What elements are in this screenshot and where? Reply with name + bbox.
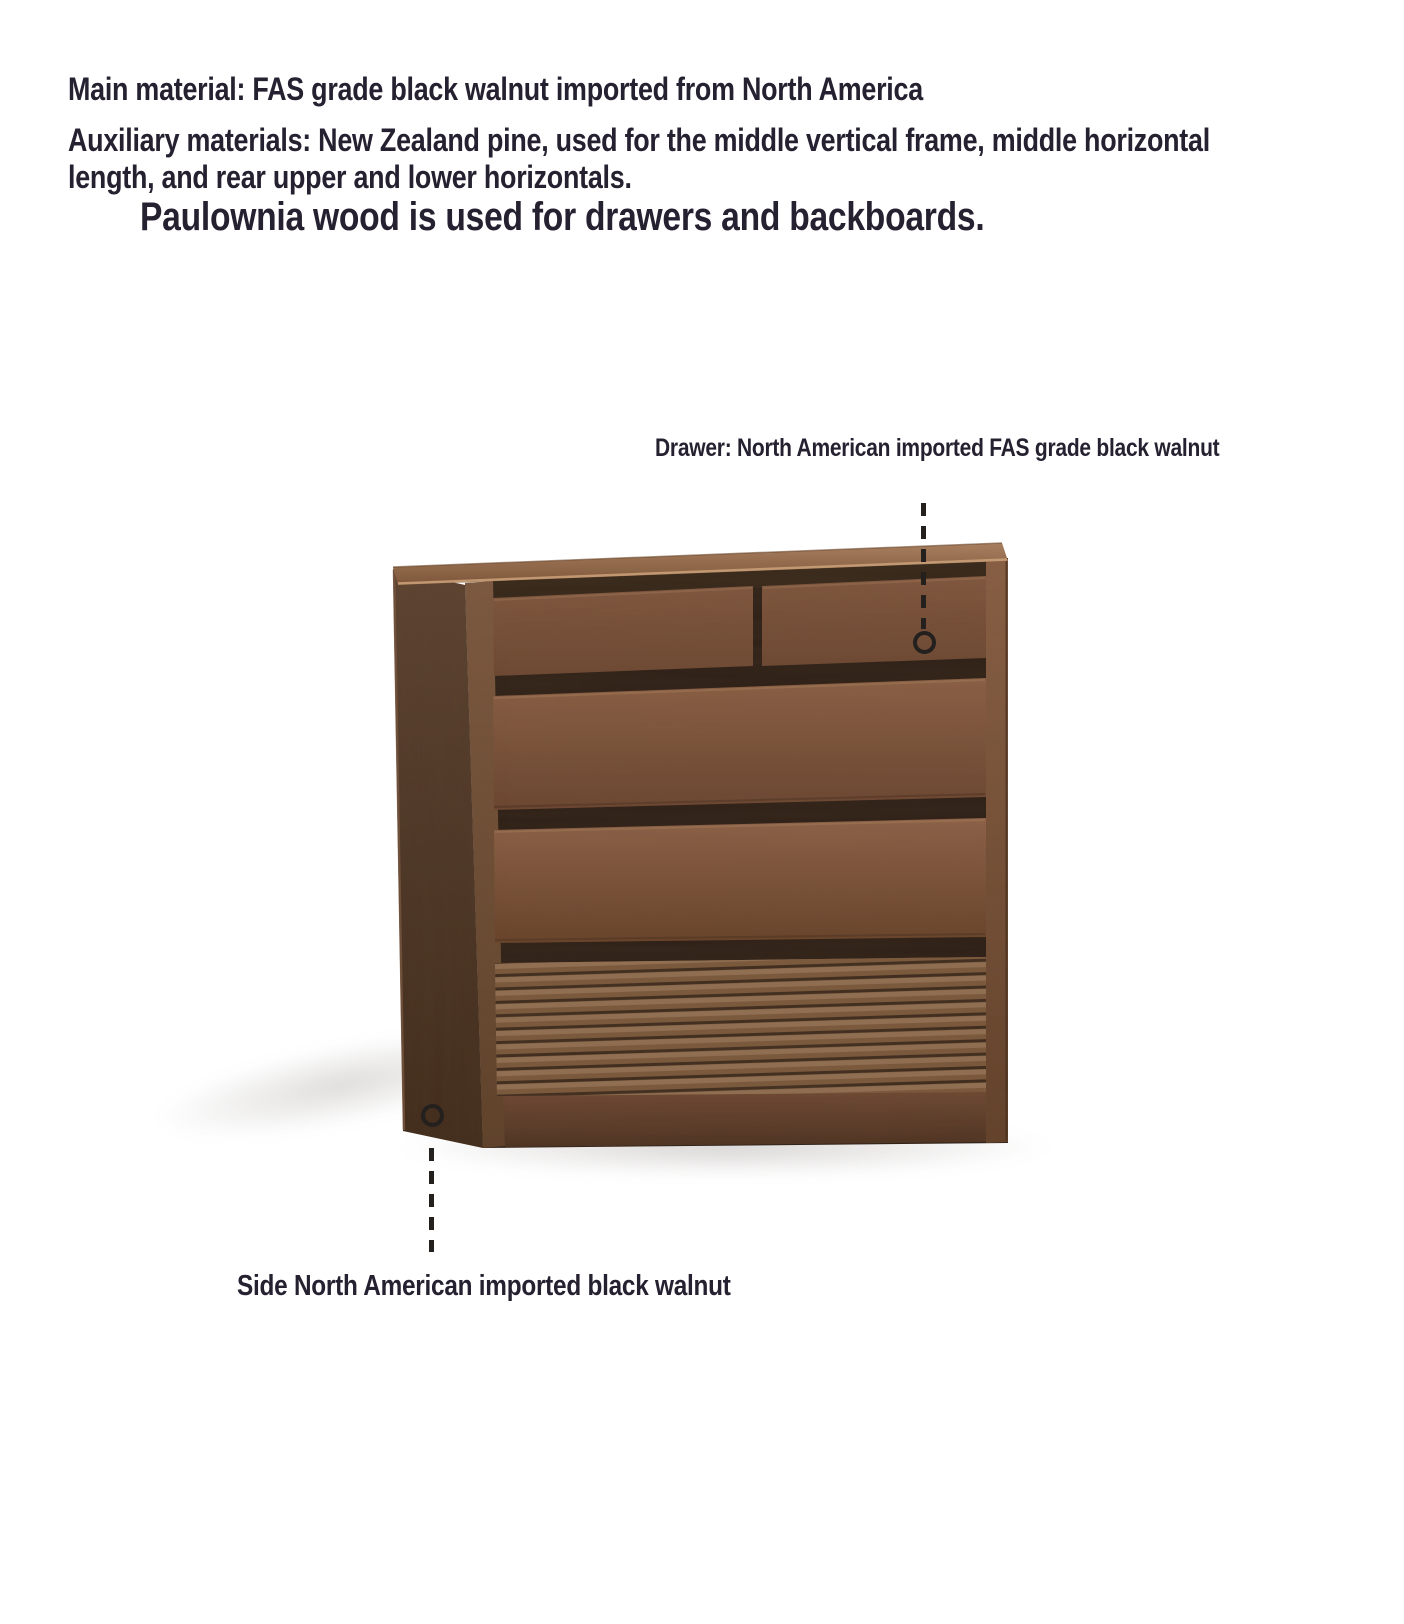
paulownia-heading: Paulownia wood is used for drawers and backboards. <box>140 195 985 239</box>
drawer-callout-dashed-line <box>921 503 926 629</box>
auxiliary-material-heading <box>68 122 1210 196</box>
side-callout-ring-icon <box>421 1104 444 1127</box>
auxiliary-material-line-1: Auxiliary materials: New Zealand pine, used for the middle vertical frame, middle horizontal <box>68 122 1210 158</box>
side-callout-label: Side North American imported black walnut <box>237 1270 731 1302</box>
side-callout-dashed-line <box>429 1148 434 1252</box>
auxiliary-material-line-2: length, and rear upper and lower horizontals. <box>68 159 632 195</box>
drawer-callout-label: Drawer: North American imported FAS grade black walnut <box>655 434 1220 462</box>
drawer-callout-ring-icon <box>913 631 936 654</box>
main-material-heading: Main material: FAS grade black walnut imported from North America <box>68 71 923 107</box>
